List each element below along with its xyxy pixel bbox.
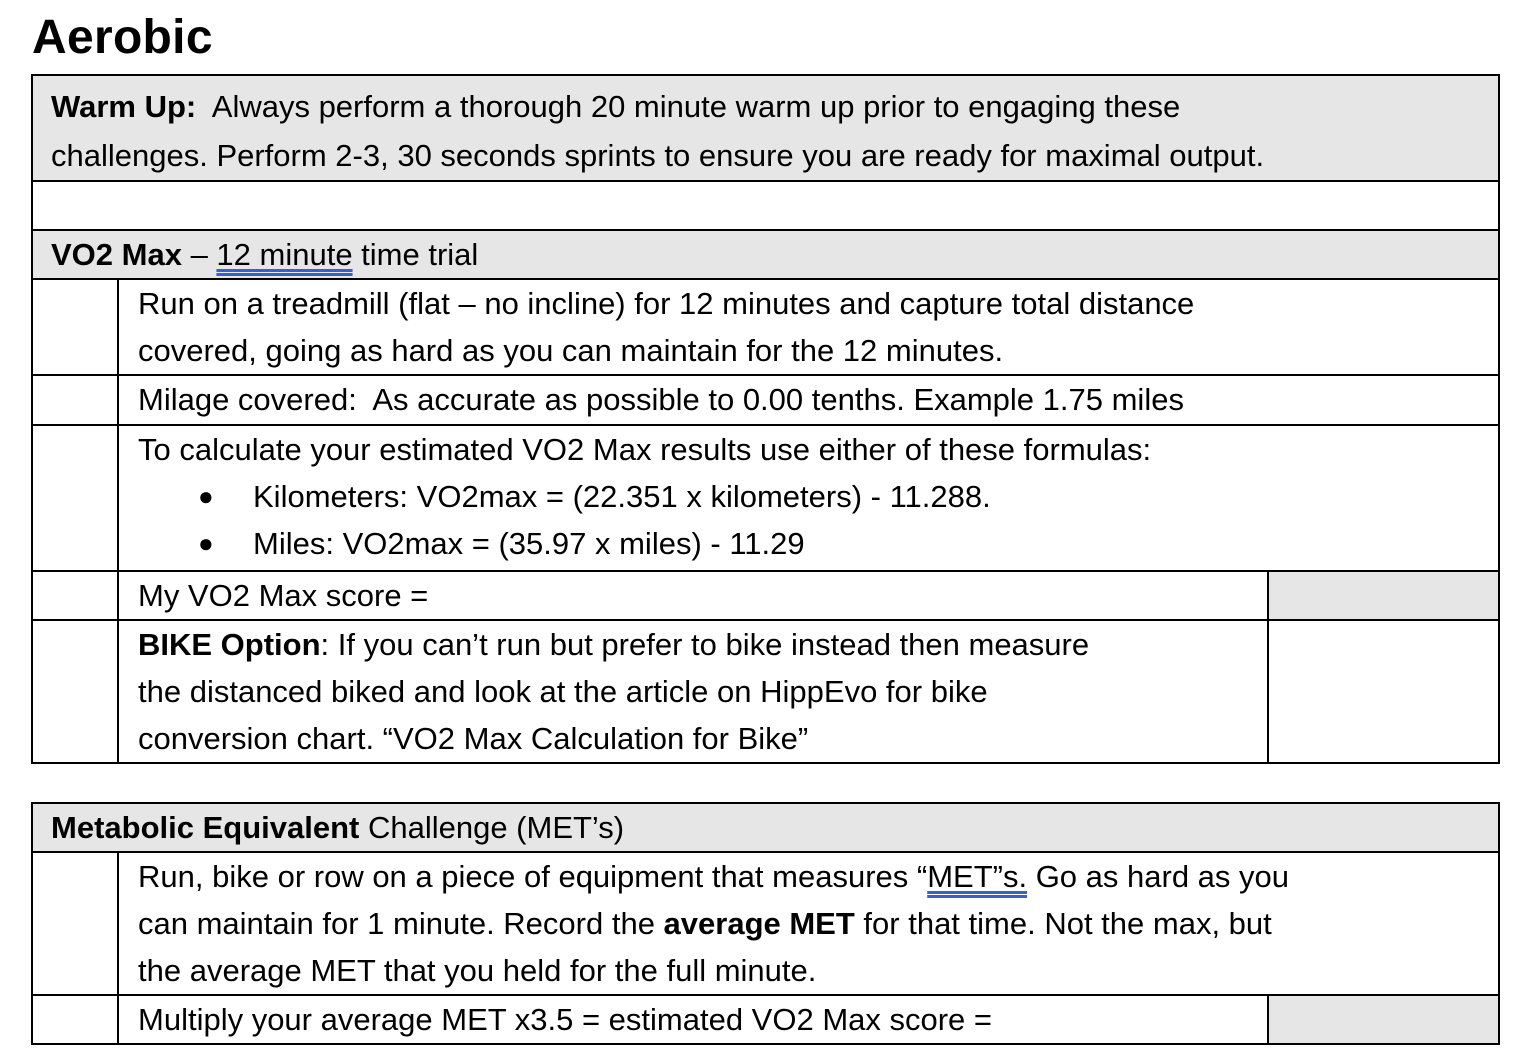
- vo2-header-duration: 12 minute: [216, 237, 353, 272]
- met-run-row: [32, 852, 1499, 995]
- met-multiply-row: [32, 995, 1499, 1044]
- warm-up-cell: [32, 75, 1499, 181]
- met-table: [31, 802, 1500, 1045]
- check-cell[interactable]: [32, 571, 118, 620]
- bullet-icon: ●: [198, 528, 214, 558]
- vo2-score-label: My VO2 Max score =: [138, 578, 429, 613]
- check-cell[interactable]: [32, 995, 118, 1044]
- bike-option-line-3: conversion chart. “VO2 Max Calculation for Bike”: [138, 721, 809, 756]
- vo2-header-cell: [32, 230, 1499, 279]
- vo2-mileage-text: Milage covered: As accurate as possible to 0.00 tenths. Example 1.75 miles: [138, 382, 1184, 417]
- bike-option-line-1: : If you can’t run but prefer to bike instead then measure: [320, 627, 1090, 662]
- vo2-score-input[interactable]: [1268, 571, 1499, 620]
- met-run-line-1a: Run, bike or row on a piece of equipment that measures “: [138, 859, 928, 894]
- vo2-run-line-2: covered, going as hard as you can maintain for the 12 minutes.: [138, 333, 1004, 368]
- check-cell[interactable]: [32, 279, 118, 375]
- warm-up-line-2: challenges. Perform 2-3, 30 seconds sprints to ensure you are ready for maximal output.: [51, 138, 1265, 173]
- bike-option-cell: [118, 620, 1268, 763]
- vo2-formula-cell: [118, 425, 1499, 571]
- met-run-line-2a: can maintain for 1 minute. Record the: [138, 906, 664, 941]
- vo2-score-row: [32, 571, 1499, 620]
- met-header-cell: [32, 803, 1499, 852]
- vo2-score-label-cell: [118, 571, 1268, 620]
- formula-km: Kilometers: VO2max = (22.351 x kilometers) - 11.288.: [253, 479, 991, 514]
- formula-list: [138, 473, 1480, 567]
- met-score-input[interactable]: [1268, 995, 1499, 1044]
- vo2-mileage-row: [32, 375, 1499, 425]
- met-run-cell: [118, 852, 1499, 995]
- formula-miles: Miles: VO2max = (35.97 x miles) - 11.29: [253, 526, 805, 561]
- vo2-header-dash: –: [181, 237, 217, 272]
- page-title: Aerobic: [32, 11, 213, 64]
- met-multiply-label-cell: [118, 995, 1268, 1044]
- vo2-formula-intro: To calculate your estimated VO2 Max results use either of these formulas:: [138, 432, 1152, 467]
- met-run-line-2-bold: average MET: [663, 906, 855, 941]
- blank-row: [32, 181, 1499, 230]
- formula-item: [138, 520, 1480, 567]
- bike-option-input[interactable]: [1268, 620, 1499, 763]
- met-run-line-1b: Go as hard as you: [1027, 859, 1290, 894]
- bike-option-line-2: the distanced biked and look at the article on HippEvo for bike: [138, 674, 988, 709]
- blank-cell[interactable]: [32, 181, 1499, 230]
- met-header-title: Metabolic Equivalent: [51, 810, 360, 845]
- bullet-icon: ●: [198, 481, 214, 511]
- warm-up-line-1: Always perform a thorough 20 minute warm up prior to engaging these: [196, 89, 1181, 124]
- vo2-run-line-1: Run on a treadmill (flat – no incline) for 12 minutes and capture total distance: [138, 286, 1195, 321]
- vo2-header-title: VO2 Max: [51, 237, 182, 272]
- met-run-line-2b: for that time. Not the max, but: [854, 906, 1272, 941]
- check-cell[interactable]: [32, 375, 118, 425]
- bike-option-row: [32, 620, 1499, 763]
- check-cell[interactable]: [32, 852, 118, 995]
- vo2-run-cell: [118, 279, 1499, 375]
- vo2-header-row: [32, 230, 1499, 279]
- met-run-line-1-underlined: MET”s.: [927, 859, 1028, 894]
- met-run-line-3: the average MET that you held for the full minute.: [138, 953, 817, 988]
- met-multiply-label: Multiply your average MET x3.5 = estimated VO2 Max score =: [138, 1002, 993, 1037]
- met-header-rest: Challenge (MET’s): [359, 810, 625, 845]
- check-cell[interactable]: [32, 620, 118, 763]
- vo2-run-row: [32, 279, 1499, 375]
- bike-option-label: BIKE Option: [138, 627, 321, 662]
- aerobic-table: [31, 74, 1500, 764]
- check-cell[interactable]: [32, 425, 118, 571]
- warm-up-label: Warm Up:: [51, 89, 197, 124]
- vo2-formula-row: [32, 425, 1499, 571]
- warm-up-row: [32, 75, 1499, 181]
- vo2-header-rest: time trial: [352, 237, 479, 272]
- vo2-mileage-cell: [118, 375, 1499, 425]
- formula-item: [138, 473, 1480, 520]
- met-header-row: [32, 803, 1499, 852]
